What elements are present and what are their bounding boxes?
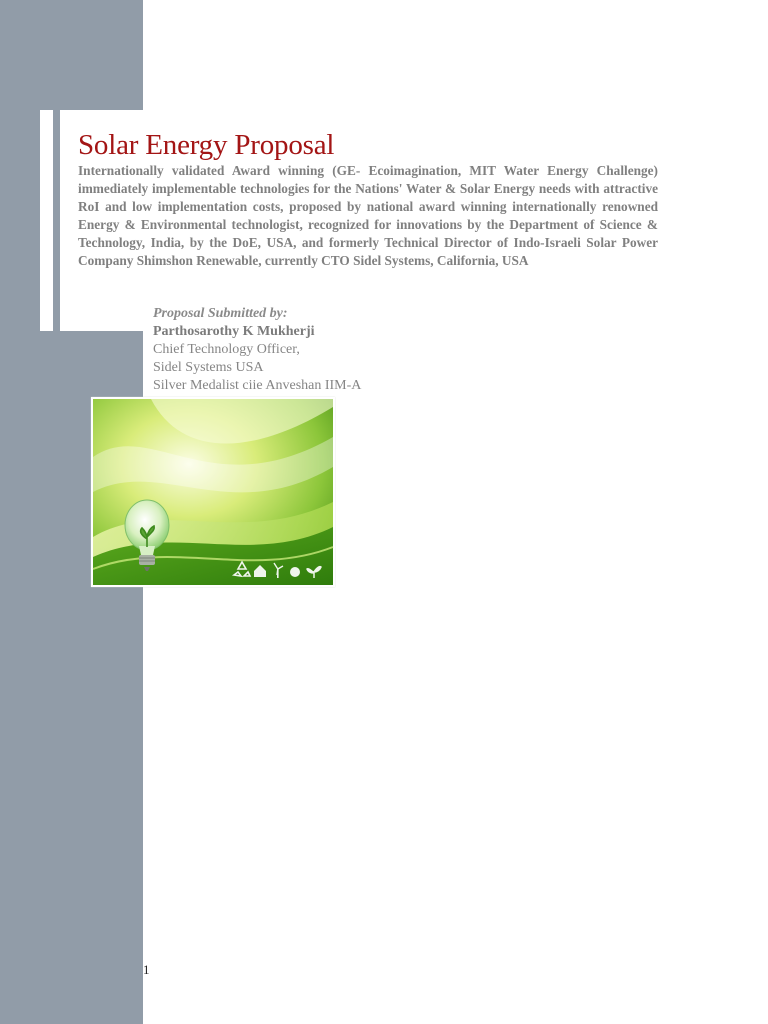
author-award: Silver Medalist ciie Anveshan IIM-A: [153, 378, 362, 393]
title-accent-bar-inner: [53, 110, 60, 331]
author-company: Sidel Systems USA: [153, 360, 264, 375]
eco-banner-image: [91, 397, 335, 587]
intro-paragraph: Internationally validated Award winning (GE- Ecoimagination, MIT Water Energy Challenge) immediately implementable technologies for the Nations' Water & Solar Energy needs with attractive RoI and low implementation costs, proposed by national award winning internationally renowned Energy & Environmental technologist, recognized for innovations by the Department of Science & Technology, India, by the DoE, USA, and formerly Technical Director of Indo-Israeli Solar Power Company Shimshon Renewable, currently CTO Sidel Systems, California, USA: [78, 163, 658, 268]
title-accent-bar-outer: [40, 110, 53, 331]
submitted-by-label: Proposal Submitted by:: [153, 306, 288, 321]
document-title: Solar Energy Proposal: [78, 129, 335, 161]
submission-block: [153, 305, 361, 395]
author-name: Parthosarothy K Mukherji: [153, 324, 315, 339]
sun-icon: [290, 567, 300, 577]
author-role: Chief Technology Officer,: [153, 342, 300, 357]
page-number: 1: [143, 962, 150, 977]
